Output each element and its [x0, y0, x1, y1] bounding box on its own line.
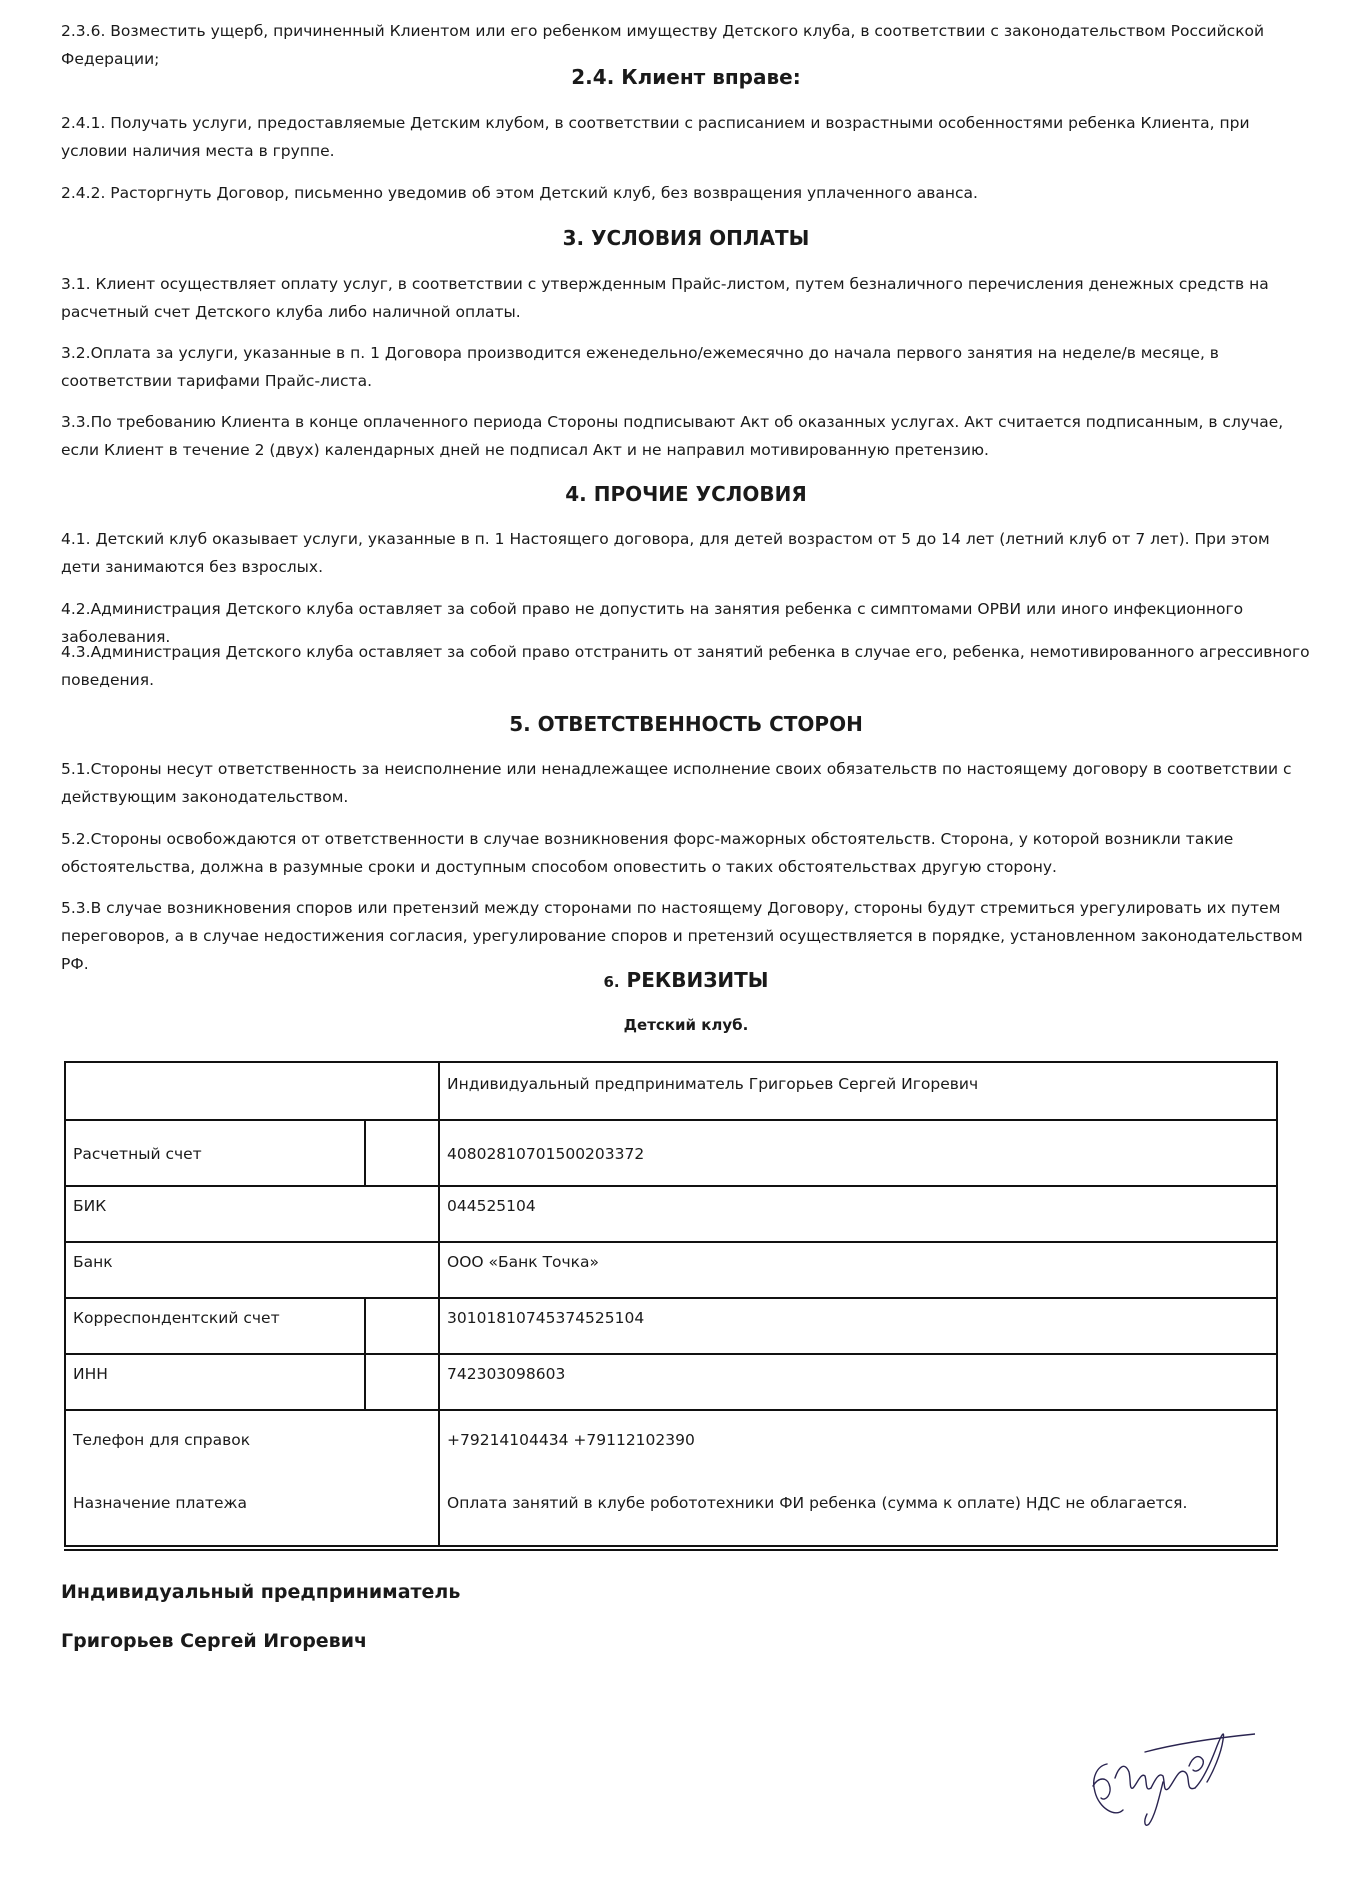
- table-cell-label: Банк: [73, 1253, 113, 1271]
- clause-3-1: 3.1. Клиент осуществляет оплату услуг, в соответствии с утвержденным Прайс-листом, путем безналичного перечисления денежных средств на расчетный счет Детского клуба либо наличной оплаты.: [61, 275, 1269, 321]
- table-cell-value: 044525104: [447, 1197, 536, 1215]
- section-title: РЕКВИЗИТЫ: [619, 968, 769, 992]
- clause-3-2: 3.2.Оплата за услуги, указанные в п. 1 Договора производится еженедельно/ежемесячно до начала первого занятия на неделе/в месяце, в соответствии тарифами Прайс-листа.: [61, 344, 1219, 390]
- table-bottom-rule: [64, 1549, 1278, 1551]
- table-row: [66, 1187, 1276, 1243]
- table-row: [66, 1243, 1276, 1299]
- table-cell-label: БИК: [73, 1197, 107, 1215]
- clause-4-3: 4.3.Администрация Детского клуба оставляет за собой право отстранить от занятий ребенка в случае его, ребенка, немотивированного агрессивного поведения.: [61, 643, 1310, 689]
- table-cell-value: +79214104434 +79112102390: [447, 1431, 695, 1449]
- section-heading-4: 4. ПРОЧИЕ УСЛОВИЯ: [565, 482, 807, 506]
- table-cell-label: Корреспондентский счет: [73, 1309, 280, 1327]
- clause-3-3: 3.3.По требованию Клиента в конце оплаченного периода Стороны подписывают Акт об оказанных услугах. Акт считается подписанным, в случае, если Клиент в течение 2 (двух) календарных дней не подписал Акт и не направил мотивированную претензию.: [61, 413, 1284, 459]
- table-cell-label: Расчетный счет: [73, 1145, 202, 1163]
- table-cell-value: ООО «Банк Точка»: [447, 1253, 600, 1271]
- clause-2-4-2: 2.4.2. Расторгнуть Договор, письменно уведомив об этом Детский клуб, без возвращения уплаченного аванса.: [61, 184, 978, 202]
- section-heading-2-4: 2.4. Клиент вправе:: [571, 65, 801, 89]
- table-row: [66, 1299, 1276, 1355]
- clause-2-4-1: 2.4.1. Получать услуги, предоставляемые Детским клубом, в соответствии с расписанием и возрастными особенностями ребенка Клиента, при условии наличия места в группе.: [61, 114, 1250, 160]
- requisites-table: [64, 1061, 1278, 1547]
- table-cell-label: Назначение платежа: [73, 1494, 247, 1512]
- table-cell-value: Оплата занятий в клубе робототехники ФИ ребенка (сумма к оплате) НДС не облагается.: [447, 1494, 1188, 1512]
- section-heading-6: [61, 966, 1311, 996]
- requisites-subtitle: Детский клуб.: [623, 1016, 749, 1034]
- clause-4-1: 4.1. Детский клуб оказывает услуги, указанные в п. 1 Настоящего договора, для детей возрастом от 5 до 14 лет (летний клуб от 7 лет). При этом дети занимаются без взрослых.: [61, 530, 1270, 576]
- table-cell-label: ИНН: [73, 1365, 108, 1383]
- signatory-title: Индивидуальный предприниматель: [61, 1581, 461, 1603]
- section-heading-3: 3. УСЛОВИЯ ОПЛАТЫ: [562, 226, 810, 250]
- clause-5-1: 5.1.Стороны несут ответственность за неисполнение или ненадлежащее исполнение своих обязательств по настоящему договору в соответствии с действующим законодательством.: [61, 760, 1292, 806]
- table-cell-value: 40802810701500203372: [447, 1145, 645, 1163]
- handwritten-signature: [1085, 1706, 1255, 1836]
- clause-2-3-6: 2.3.6. Возместить ущерб, причиненный Клиентом или его ребенком имуществу Детского клуба, в соответствии с законодательством Российской Федерации;: [61, 22, 1265, 68]
- clause-5-2: 5.2.Стороны освобождаются от ответственности в случае возникновения форс-мажорных обстоятельств. Сторона, у которой возникли такие обстоятельства, должна в разумные сроки и доступным способом оповестить о таких обстоятельствах другую сторону.: [61, 830, 1234, 876]
- table-cell-label: Телефон для справок: [73, 1431, 251, 1449]
- section-number: 6.: [603, 973, 620, 991]
- clause-5-3: 5.3.В случае возникновения споров или претензий между сторонами по настоящему Договору, стороны будут стремиться урегулировать их путем переговоров, а в случае недостижения согласия, урегулирование споров и претензий осуществляется в порядке, установленном законодательством РФ.: [61, 899, 1303, 973]
- table-row: [66, 1063, 1276, 1121]
- table-row: [66, 1355, 1276, 1411]
- table-row: [66, 1121, 1276, 1187]
- table-row: [66, 1411, 1276, 1545]
- table-cell-value: 30101810745374525104: [447, 1309, 645, 1327]
- table-cell-value: Индивидуальный предприниматель Григорьев Сергей Игоревич: [447, 1075, 979, 1093]
- table-cell-value: 742303098603: [447, 1365, 566, 1383]
- signatory-name: Григорьев Сергей Игоревич: [61, 1630, 368, 1652]
- section-heading-5: 5. ОТВЕТСТВЕННОСТЬ СТОРОН: [509, 712, 863, 736]
- clause-4-2: 4.2.Администрация Детского клуба оставляет за собой право не допустить на занятия ребенка с симптомами ОРВИ или иного инфекционного заболевания.: [61, 600, 1244, 646]
